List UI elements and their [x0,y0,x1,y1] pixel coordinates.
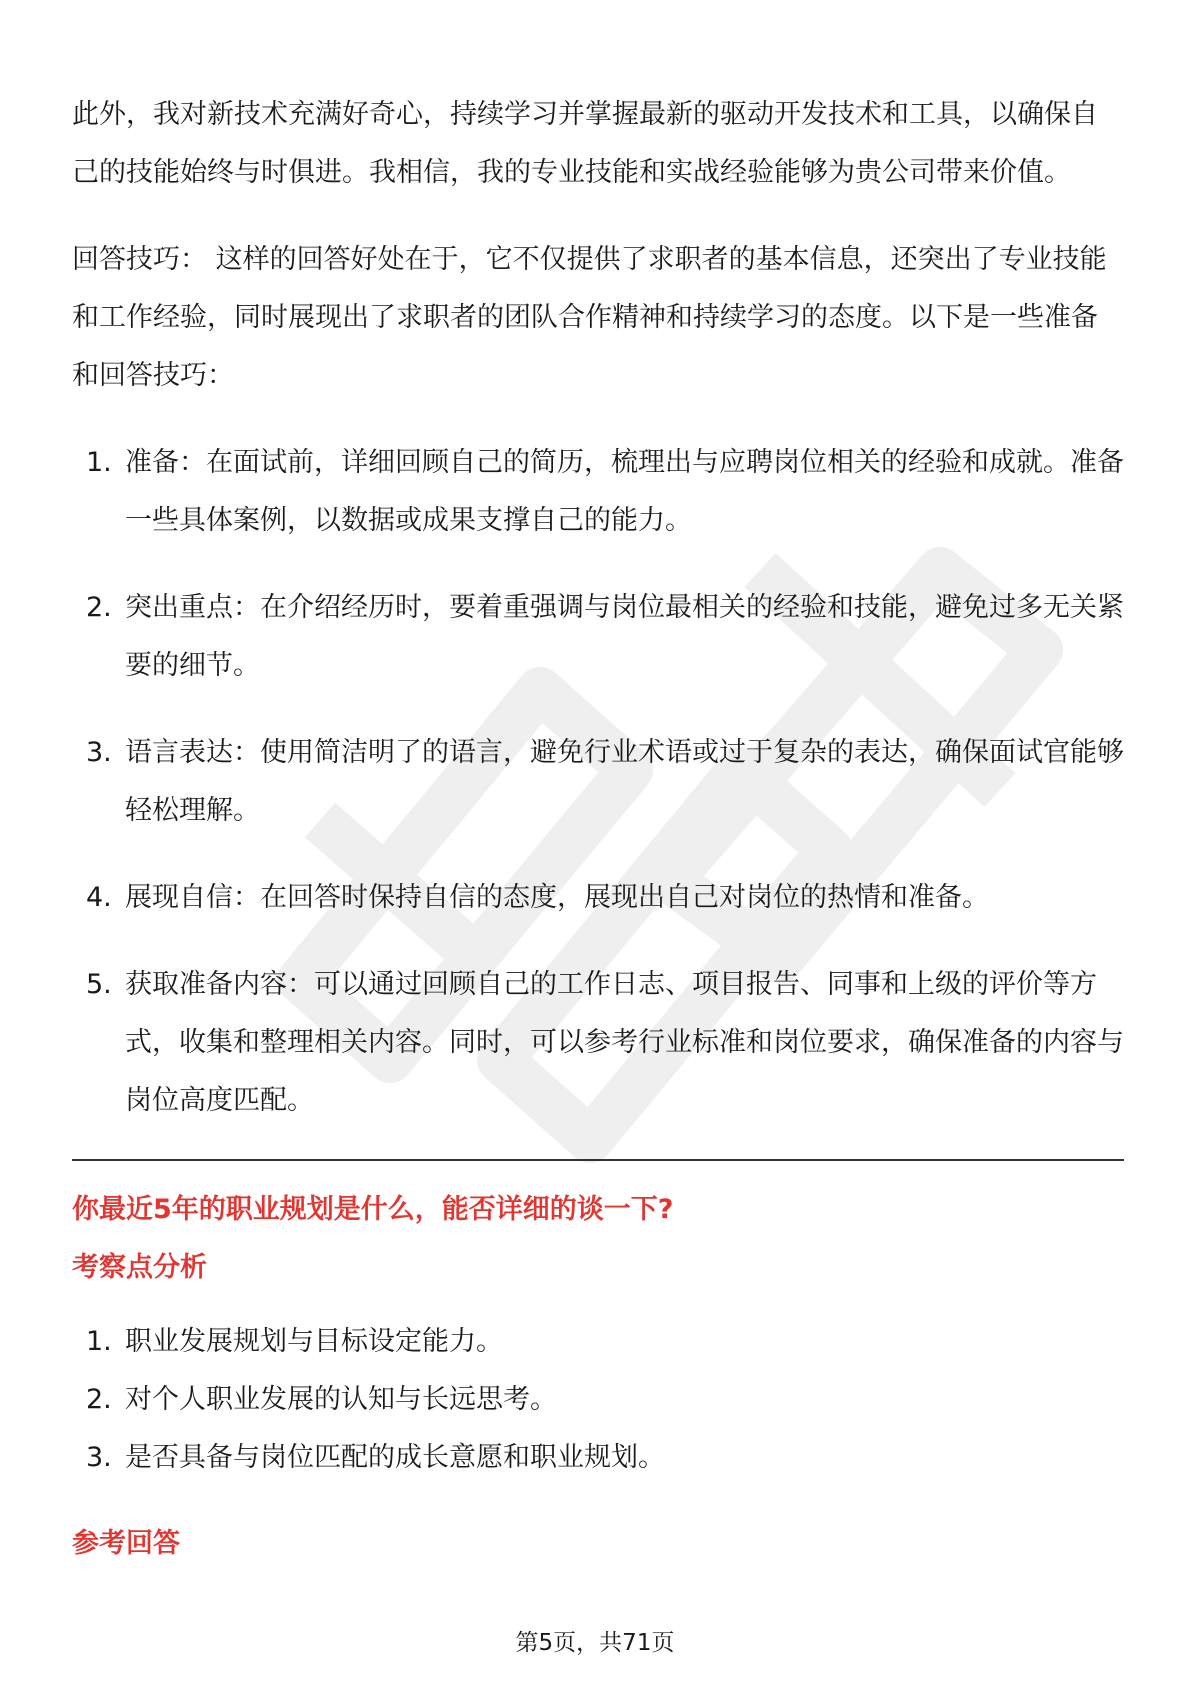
list-item [72,1429,1124,1487]
list-item [72,724,1124,840]
list-item-text: 获取准备内容：可以通过回顾自己的工作日志、项目报告、同事和上级的评价等方式，收集和整理相关内容。同时，可以参考行业标准和岗位要求，确保准备的内容与岗位高度匹配。 [125,969,1124,1116]
tips-list [72,434,1124,1130]
list-item-text: 对个人职业发展的认知与长远思考。 [125,1384,557,1415]
list-item-text: 准备：在面试前，详细回顾自己的简历，梳理出与应聘岗位相关的经验和成就。准备一些具体案例，以数据或成果支撑自己的能力。 [125,447,1124,536]
list-number: 3. [86,1442,112,1473]
list-number: 1. [86,1326,112,1357]
list-number: 3. [86,737,112,768]
page-footer: 第5页，共71页 [515,1630,675,1656]
list-item [72,956,1124,1130]
reference-title: 参考回答 [72,1528,180,1559]
analysis-list [72,1313,1124,1487]
analysis-title: 考察点分析 [72,1252,207,1283]
list-item-text: 语言表达：使用简洁明了的语言，避免行业术语或过于复杂的表达，确保面试官能够轻松理解。 [125,737,1124,826]
list-number: 2. [86,592,112,623]
list-item [72,579,1124,695]
list-item-text: 是否具备与岗位匹配的成长意愿和职业规划。 [125,1442,665,1473]
list-number: 5. [86,969,112,1000]
question-title: 你最近5年的职业规划是什么，能否详细的谈一下? [72,1194,674,1225]
page-content [72,86,1124,1589]
list-item [72,869,1124,927]
intro-paragraph: 此外，我对新技术充满好奇心，持续学习并掌握最新的驱动开发技术和工具，以确保自己的技能始终与时俱进。我相信，我的专业技能和实战经验能够为贵公司带来价值。 [72,99,1098,188]
section-divider [72,1159,1124,1161]
list-item-text: 展现自信：在回答时保持自信的态度，展现出自己对岗位的热情和准备。 [125,882,989,913]
list-item [72,1371,1124,1429]
list-number: 1. [86,447,112,478]
list-item [72,1313,1124,1371]
list-item-text: 职业发展规划与目标设定能力。 [125,1326,503,1357]
list-number: 4. [86,882,112,913]
list-number: 2. [86,1384,112,1415]
list-item-text: 突出重点：在介绍经历时，要着重强调与岗位最相关的经验和技能，避免过多无关紧要的细节。 [125,592,1124,681]
list-item [72,434,1124,550]
tips-paragraph: 回答技巧： 这样的回答好处在于，它不仅提供了求职者的基本信息，还突出了专业技能和工作经验，同时展现出了求职者的团队合作精神和持续学习的态度。以下是一些准备和回答技巧： [72,244,1107,391]
